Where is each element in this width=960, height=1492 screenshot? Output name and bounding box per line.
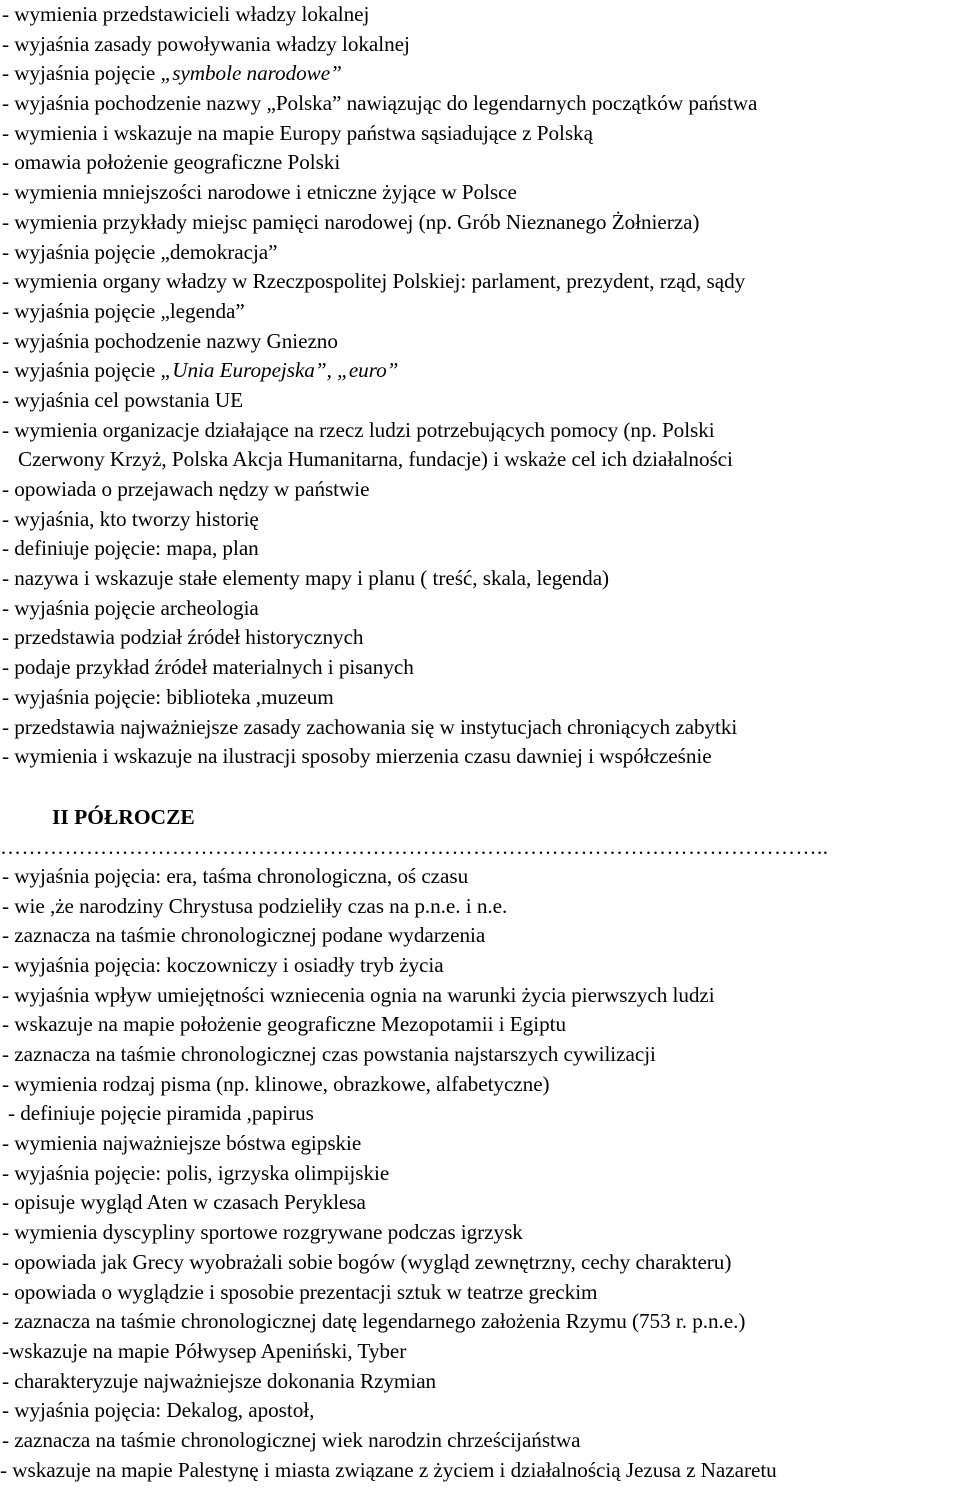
- text-line: - wymienia organy władzy w Rzeczpospolitej Polskiej: parlament, prezydent, rząd, sądy: [2, 269, 746, 294]
- text-line-unia-euro: [0, 356, 960, 386]
- text-line: - nazywa i wskazuje stałe elementy mapy i planu ( treść, skala, legenda): [2, 566, 610, 591]
- dotted-separator: ……………………………………………………………………………………………………..: [0, 834, 829, 859]
- text-line: - zaznacza na taśmie chronologicznej wiek narodzin chrześcijaństwa: [2, 1427, 581, 1452]
- italic-term: „Unia Europejska”, „euro”: [160, 358, 399, 383]
- text-line: - charakteryzuje najważniejsze dokonania Rzymian: [2, 1368, 437, 1393]
- text-line: - wyjaśnia cel powstania UE: [2, 387, 244, 412]
- text-line: - wskazuje na mapie Palestynę i miasta związane z życiem i działalnością Jezusa z Nazaretu: [0, 1457, 777, 1482]
- text-line: - wyjaśnia pojęcia: Dekalog, apostoł,: [2, 1398, 315, 1423]
- text-line: - wyjaśnia pojęcie „demokracja”: [2, 239, 278, 264]
- spacer: [0, 772, 960, 802]
- text-line: - przedstawia najważniejsze zasady zachowania się w instytucjach chroniących zabytki: [2, 714, 738, 739]
- text-line: -wskazuje na mapie Półwysep Apeniński, Tyber: [2, 1338, 407, 1363]
- section-heading: II PÓŁROCZE: [52, 804, 195, 829]
- text-line: - wie ,że narodziny Chrystusa podzieliły czas na p.n.e. i n.e.: [2, 893, 508, 918]
- text-line: - podaje przykład źródeł materialnych i pisanych: [2, 655, 414, 680]
- text-line: - zaznacza na taśmie chronologicznej datę legendarnego założenia Rzymu (753 r. p.n.e.): [2, 1309, 746, 1334]
- text-line: - wyjaśnia pojęcia: koczowniczy i osiadły tryb życia: [2, 952, 444, 977]
- text-line: - wyjaśnia pojęcie „legenda”: [2, 298, 245, 323]
- text-line: - definiuje pojęcie: mapa, plan: [2, 536, 259, 561]
- italic-term: „symbole narodowe”: [160, 61, 342, 86]
- text-line-symbole-narodowe: [0, 59, 960, 89]
- text-line: - wymienia dyscypliny sportowe rozgrywane podczas igrzysk: [2, 1220, 523, 1245]
- text-line: - wymienia mniejszości narodowe i etniczne żyjące w Polsce: [2, 180, 517, 205]
- text-line: - definiuje pojęcie piramida ,papirus: [8, 1101, 314, 1126]
- text-line: - zaznacza na taśmie chronologicznej podane wydarzenia: [2, 923, 486, 948]
- text-span: - wyjaśnia pojęcie: [2, 61, 161, 86]
- text-line: - wymienia organizacje działające na rzecz ludzi potrzebujących pomocy (np. Polski: [2, 417, 715, 442]
- text-line: - opowiada jak Grecy wyobrażali sobie bogów (wygląd zewnętrzny, cechy charakteru): [2, 1249, 732, 1274]
- text-line: - wymienia przykłady miejsc pamięci narodowej (np. Grób Nieznanego Żołnierza): [2, 209, 700, 234]
- text-line: - wskazuje na mapie położenie geograficzne Mezopotamii i Egiptu: [2, 1012, 566, 1037]
- text-line: - wyjaśnia wpływ umiejętności wzniecenia ognia na warunki życia pierwszych ludzi: [2, 982, 715, 1007]
- text-line: - omawia położenie geograficzne Polski: [2, 150, 341, 175]
- text-line: - przedstawia podział źródeł historycznych: [2, 625, 364, 650]
- text-line: - opowiada o przejawach nędzy w państwie: [2, 477, 370, 501]
- text-line: - wyjaśnia, kto tworzy historię: [2, 506, 259, 531]
- text-line: - opowiada o wyglądzie i sposobie prezentacji sztuk w teatrze greckim: [2, 1279, 598, 1304]
- text-line: - wyjaśnia pojęcie archeologia: [2, 595, 259, 620]
- text-line: - opisuje wygląd Aten w czasach Peryklesa: [2, 1190, 366, 1215]
- text-line: - zaznacza na taśmie chronologicznej czas powstania najstarszych cywilizacji: [2, 1042, 656, 1066]
- text-line: - wymienia najważniejsze bóstwa egipskie: [2, 1131, 362, 1156]
- text-line: - wyjaśnia pochodzenie nazwy „Polska” nawiązując do legendarnych początków państwa: [2, 91, 758, 116]
- text-line: - wyjaśnia zasady powoływania władzy lokalnej: [2, 31, 410, 56]
- text-line: - wymienia przedstawicieli władzy lokalnej: [2, 2, 370, 26]
- text-line-continuation: Czerwony Krzyż, Polska Akcja Humanitarna, fundacje) i wskaże cel ich działalności: [18, 447, 733, 472]
- text-line: - wyjaśnia pojęcie: biblioteka ,muzeum: [2, 684, 334, 709]
- text-line: - wyjaśnia pojęcia: era, taśma chronologiczna, oś czasu: [2, 863, 469, 888]
- text-line: - wyjaśnia pojęcie: polis, igrzyska olimpijskie: [2, 1160, 390, 1185]
- text-line: - wymienia i wskazuje na ilustracji sposoby mierzenia czasu dawniej i współcześnie: [2, 744, 712, 769]
- text-line: - wymienia rodzaj pisma (np. klinowe, obrazkowe, alfabetyczne): [2, 1071, 550, 1096]
- text-line: - wyjaśnia pochodzenie nazwy Gniezno: [2, 328, 338, 353]
- text-span: - wyjaśnia pojęcie: [2, 358, 161, 383]
- text-line: - wymienia i wskazuje na mapie Europy państwa sąsiadujące z Polską: [2, 120, 593, 145]
